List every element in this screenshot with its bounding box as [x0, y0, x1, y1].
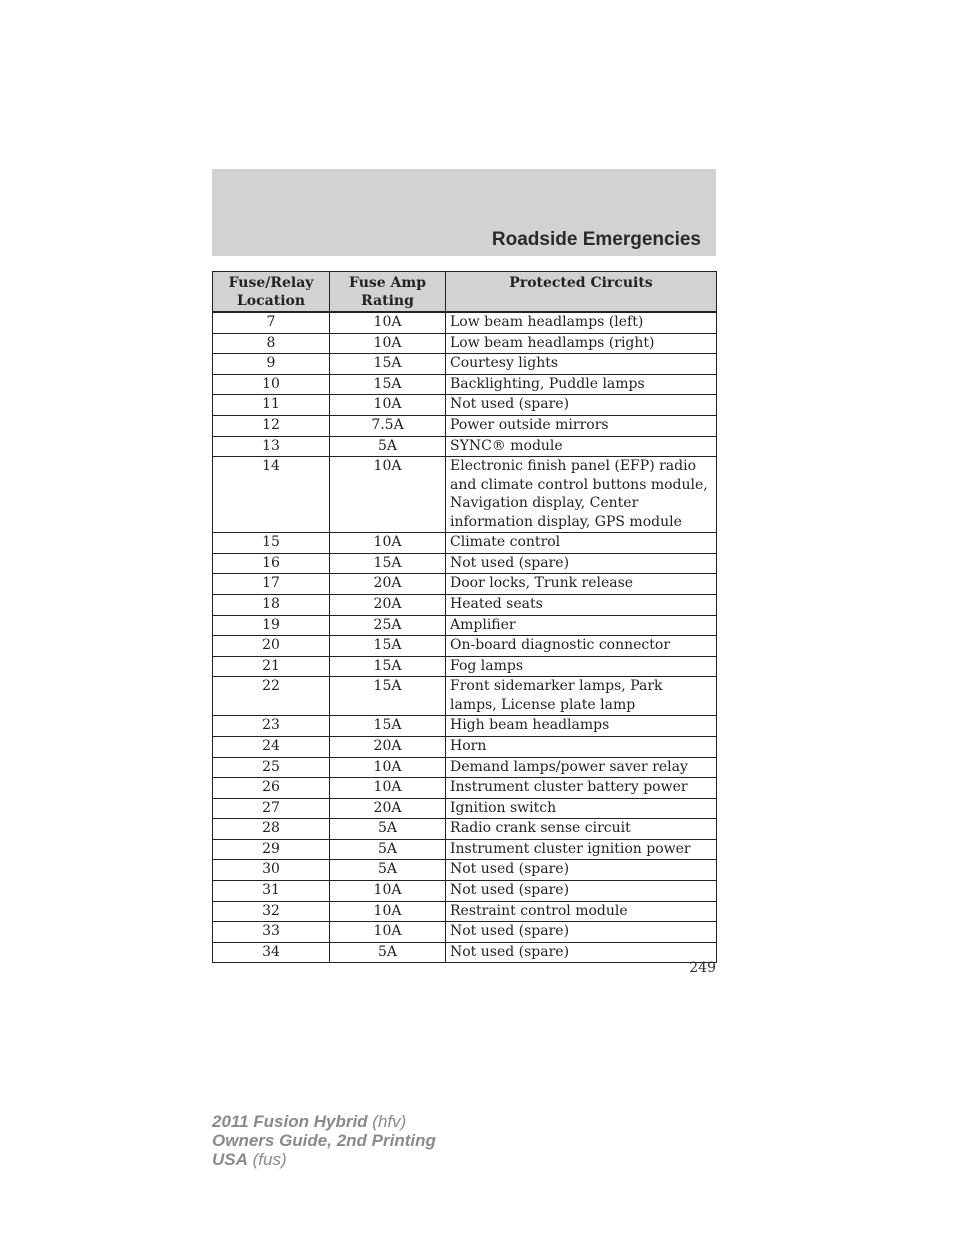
table-row: [213, 615, 717, 636]
fuse-amp-cell: 20A: [330, 574, 446, 595]
fuse-location-cell: 16: [213, 553, 330, 574]
fuse-amp-cell: 10A: [330, 757, 446, 778]
table-row: [213, 860, 717, 881]
fuse-location-cell: 29: [213, 839, 330, 860]
fuse-location-cell: 28: [213, 819, 330, 840]
fuse-amp-cell: 10A: [330, 312, 446, 333]
table-row: [213, 922, 717, 943]
table-row: [213, 778, 717, 799]
protected-circuit-cell: Low beam headlamps (right): [446, 333, 717, 354]
column-header-location-line2: Location: [236, 293, 306, 309]
fuse-amp-cell: 7.5A: [330, 415, 446, 436]
fuse-amp-cell: 20A: [330, 736, 446, 757]
fuse-location-cell: 25: [213, 757, 330, 778]
table-row: [213, 436, 717, 457]
table-body: [213, 312, 717, 963]
table-row: [213, 942, 717, 963]
fuse-location-cell: 32: [213, 901, 330, 922]
table-row: [213, 374, 717, 395]
protected-circuit-cell: Instrument cluster battery power: [446, 778, 717, 799]
protected-circuit-cell: Ignition switch: [446, 798, 717, 819]
protected-circuit-cell: Demand lamps/power saver relay: [446, 757, 717, 778]
table-row: [213, 333, 717, 354]
fuse-amp-cell: 10A: [330, 881, 446, 902]
fuse-table: [212, 271, 717, 963]
fuse-amp-cell: 5A: [330, 942, 446, 963]
table-row: [213, 415, 717, 436]
footer-guide: Owners Guide, 2nd Printing: [212, 1131, 436, 1150]
table-row: [213, 819, 717, 840]
protected-circuit-cell: Not used (spare): [446, 553, 717, 574]
protected-circuit-cell: Instrument cluster ignition power: [446, 839, 717, 860]
protected-circuit-cell: Not used (spare): [446, 942, 717, 963]
footer-line-1: [212, 1112, 436, 1131]
column-header-amp-line1: Fuse Amp: [349, 275, 426, 291]
fuse-location-cell: 17: [213, 574, 330, 595]
fuse-location-cell: 15: [213, 533, 330, 554]
table-row: [213, 574, 717, 595]
protected-circuit-cell: Front sidemarker lamps, Park lamps, License plate lamp: [446, 677, 717, 716]
fuse-amp-cell: 5A: [330, 819, 446, 840]
protected-circuit-cell: Backlighting, Puddle lamps: [446, 374, 717, 395]
fuse-location-cell: 26: [213, 778, 330, 799]
protected-circuit-cell: Not used (spare): [446, 922, 717, 943]
fuse-location-cell: 14: [213, 457, 330, 533]
fuse-location-cell: 33: [213, 922, 330, 943]
footer-model: 2011 Fusion Hybrid: [212, 1112, 368, 1131]
table-row: [213, 553, 717, 574]
page-number: 249: [689, 960, 716, 976]
protected-circuit-cell: Heated seats: [446, 594, 717, 615]
fuse-amp-cell: 20A: [330, 594, 446, 615]
fuse-location-cell: 21: [213, 656, 330, 677]
footer-region: USA: [212, 1150, 248, 1169]
table-row: [213, 395, 717, 416]
fuse-location-cell: 22: [213, 677, 330, 716]
protected-circuit-cell: Low beam headlamps (left): [446, 312, 717, 333]
fuse-location-cell: 30: [213, 860, 330, 881]
table-row: [213, 839, 717, 860]
table-row: [213, 636, 717, 657]
table-row: [213, 716, 717, 737]
fuse-amp-cell: 10A: [330, 395, 446, 416]
table-row: [213, 533, 717, 554]
table-row: [213, 457, 717, 533]
protected-circuit-cell: Horn: [446, 736, 717, 757]
footer-line-3: [212, 1150, 436, 1169]
fuse-location-cell: 34: [213, 942, 330, 963]
protected-circuit-cell: Electronic finish panel (EFP) radio and climate control buttons module, Navigation display, Center information display, GPS module: [446, 457, 717, 533]
fuse-amp-cell: 15A: [330, 677, 446, 716]
fuse-amp-cell: 10A: [330, 333, 446, 354]
fuse-amp-cell: 15A: [330, 354, 446, 375]
fuse-amp-cell: 15A: [330, 656, 446, 677]
table-row: [213, 736, 717, 757]
fuse-amp-cell: 15A: [330, 374, 446, 395]
table-row: [213, 656, 717, 677]
protected-circuit-cell: Restraint control module: [446, 901, 717, 922]
table-header-row: [213, 272, 717, 313]
fuse-amp-cell: 10A: [330, 457, 446, 533]
section-title: Roadside Emergencies: [491, 229, 701, 250]
fuse-amp-cell: 15A: [330, 553, 446, 574]
fuse-location-cell: 7: [213, 312, 330, 333]
protected-circuit-cell: Not used (spare): [446, 395, 717, 416]
table-row: [213, 354, 717, 375]
fuse-location-cell: 27: [213, 798, 330, 819]
column-header-circuits: [446, 272, 717, 313]
fuse-amp-cell: 10A: [330, 533, 446, 554]
table-row: [213, 881, 717, 902]
fuse-location-cell: 20: [213, 636, 330, 657]
fuse-location-cell: 18: [213, 594, 330, 615]
protected-circuit-cell: Courtesy lights: [446, 354, 717, 375]
fuse-amp-cell: 15A: [330, 716, 446, 737]
protected-circuit-cell: Climate control: [446, 533, 717, 554]
fuse-location-cell: 13: [213, 436, 330, 457]
protected-circuit-cell: High beam headlamps: [446, 716, 717, 737]
table-row: [213, 594, 717, 615]
fuse-location-cell: 10: [213, 374, 330, 395]
protected-circuit-cell: Not used (spare): [446, 860, 717, 881]
table-row: [213, 757, 717, 778]
footer-model-code: (hfv): [372, 1112, 407, 1131]
fuse-amp-cell: 20A: [330, 798, 446, 819]
table-row: [213, 798, 717, 819]
protected-circuit-cell: Not used (spare): [446, 881, 717, 902]
fuse-location-cell: 12: [213, 415, 330, 436]
table-row: [213, 312, 717, 333]
protected-circuit-cell: Amplifier: [446, 615, 717, 636]
fuse-location-cell: 19: [213, 615, 330, 636]
fuse-amp-cell: 5A: [330, 860, 446, 881]
column-header-location: [213, 272, 330, 313]
fuse-amp-cell: 10A: [330, 778, 446, 799]
column-header-amp: [330, 272, 446, 313]
footer: [212, 1112, 436, 1169]
table-row: [213, 901, 717, 922]
fuse-location-cell: 24: [213, 736, 330, 757]
fuse-amp-cell: 5A: [330, 436, 446, 457]
fuse-amp-cell: 10A: [330, 901, 446, 922]
protected-circuit-cell: Power outside mirrors: [446, 415, 717, 436]
protected-circuit-cell: Fog lamps: [446, 656, 717, 677]
column-header-amp-line2: Rating: [361, 293, 414, 309]
fuse-location-cell: 31: [213, 881, 330, 902]
protected-circuit-cell: On-board diagnostic connector: [446, 636, 717, 657]
protected-circuit-cell: Door locks, Trunk release: [446, 574, 717, 595]
fuse-location-cell: 8: [213, 333, 330, 354]
fuse-amp-cell: 25A: [330, 615, 446, 636]
section-header-band: [212, 169, 716, 256]
fuse-location-cell: 23: [213, 716, 330, 737]
column-header-circuits-line1: Protected Circuits: [509, 275, 653, 291]
fuse-location-cell: 9: [213, 354, 330, 375]
table-row: [213, 677, 717, 716]
fuse-location-cell: 11: [213, 395, 330, 416]
column-header-location-line1: Fuse/Relay: [228, 275, 314, 291]
fuse-amp-cell: 10A: [330, 922, 446, 943]
protected-circuit-cell: Radio crank sense circuit: [446, 819, 717, 840]
fuse-amp-cell: 15A: [330, 636, 446, 657]
footer-region-code: (fus): [252, 1150, 287, 1169]
protected-circuit-cell: SYNC® module: [446, 436, 717, 457]
footer-line-2: [212, 1131, 436, 1150]
fuse-amp-cell: 5A: [330, 839, 446, 860]
